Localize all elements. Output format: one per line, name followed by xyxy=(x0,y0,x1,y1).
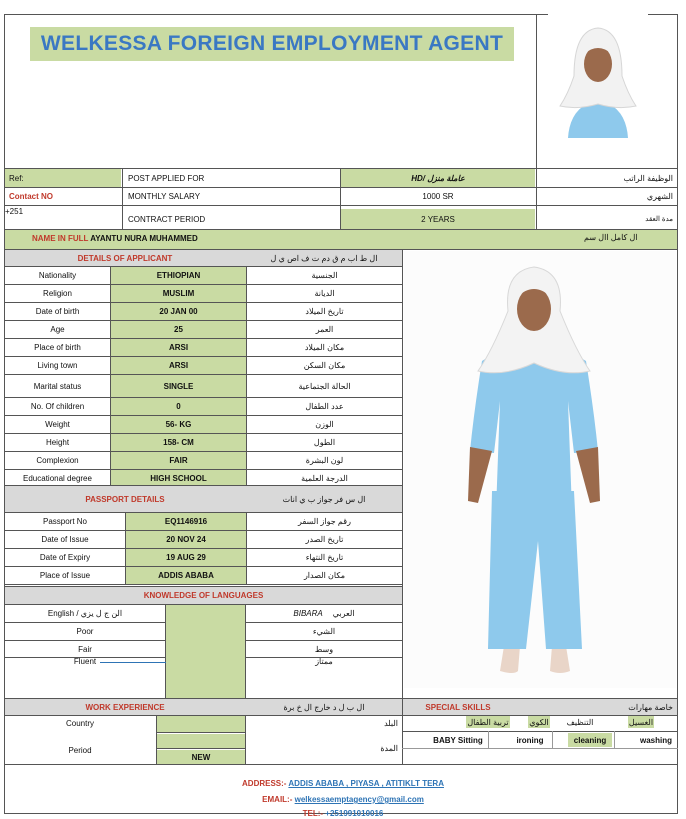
passport-row-value: EQ1146916 xyxy=(126,513,246,530)
applicant-heading: DETAILS OF APPLICANT xyxy=(77,253,173,263)
skills-heading: SPECIAL SKILLS xyxy=(425,702,491,712)
contact-value: +251 xyxy=(5,207,24,216)
passport-row-value: 19 AUG 29 xyxy=(126,549,246,566)
post-label: POST APPLIED FOR xyxy=(128,173,205,183)
skill-ar-ironing: الكوي xyxy=(529,717,549,727)
work-period-label: Period xyxy=(68,745,92,755)
arabic-label: العربي xyxy=(332,609,355,618)
languages-heading: KNOWLEDGE OF LANGUAGES xyxy=(143,591,264,600)
applicant-row-ar: الوزن xyxy=(315,420,334,429)
email-link[interactable]: welkessaemptagency@gmail.com xyxy=(294,795,424,804)
skill-cleaning: cleaning xyxy=(568,733,612,747)
language-check-column xyxy=(166,605,245,698)
language-level-fair-ar: وسط xyxy=(314,644,334,654)
contract-value: 2 YEARS xyxy=(341,209,535,229)
applicant-row-label: Living town xyxy=(37,361,78,370)
applicant-row-ar: الدرجة العلمية xyxy=(301,474,348,483)
passport-row-label: Date of Issue xyxy=(41,535,89,544)
passport-heading-ar: ال س فر جواز ب ي انات xyxy=(282,494,366,504)
applicant-row-value: 25 xyxy=(111,321,246,338)
applicant-row-value: ARSI xyxy=(111,357,246,374)
contract-label: CONTRACT PERIOD xyxy=(128,214,206,224)
language-level-fluent: Fluent xyxy=(73,657,97,666)
footer-email: EMAIL:- welkessaemptagency@gmail.com xyxy=(262,795,424,804)
skill-ar-babysitting: تربية الطفال xyxy=(467,717,509,727)
skill-ironing: ironing xyxy=(516,735,544,745)
applicant-row-value: 56- KG xyxy=(111,416,246,433)
language-level-fair: Fair xyxy=(78,644,92,654)
english-label: English / الن ج ل يزي xyxy=(47,609,123,618)
language-level-poor-ar: الشيء xyxy=(312,627,336,636)
applicant-row-value: HIGH SCHOOL xyxy=(111,470,246,487)
skill-ar-cleaning: التنظيف xyxy=(566,717,594,727)
applicant-row-label: Marital status xyxy=(33,381,82,391)
name-line: NAME IN FULL AYANTU NURA MUHAMMED xyxy=(32,234,198,243)
passport-heading: PASSPORT DETAILS xyxy=(85,494,165,504)
applicant-row-label: Nationality xyxy=(38,271,77,280)
applicant-row-label: Height xyxy=(45,438,70,447)
applicant-row-value: MUSLIM xyxy=(111,285,246,302)
applicant-row-ar: مكان السكن xyxy=(303,361,346,370)
applicant-row-ar: لون البشرة xyxy=(305,456,344,465)
passport-row-ar: تاريخ الصدر xyxy=(305,535,344,544)
applicant-row-label: Date of birth xyxy=(35,307,80,316)
name-ar: ال كامل اال سم xyxy=(584,233,638,242)
work-period-ar: المدة xyxy=(380,743,398,753)
contract-ar: مدة العقد xyxy=(645,216,673,223)
language-level-poor: Poor xyxy=(76,627,94,636)
applicant-heading-ar: ال ط اب م ق دم ت ف اص ي ل xyxy=(270,253,378,263)
agency-title: WELKESSA FOREIGN EMPLOYMENT AGENT xyxy=(30,27,514,61)
applicant-row-value: 20 JAN 00 xyxy=(111,303,246,320)
passport-row-ar: مكان الصدار xyxy=(303,571,346,580)
work-country-label: Country xyxy=(65,719,94,728)
footer-tel: TEL:- +251991010016 xyxy=(302,809,384,818)
applicant-row-ar: عدد الطفال xyxy=(305,402,344,411)
work-country-ar: البلد xyxy=(384,719,398,728)
ref-label: Ref: xyxy=(5,169,121,187)
applicant-row-value: 158- CM xyxy=(111,434,246,451)
footer-address: ADDRESS:- ADDIS ABABA , PIYASA , ATITIKLT TERA xyxy=(242,779,444,788)
language-level-fluent-ar: ممتاز xyxy=(315,657,333,666)
arabic-value: BIBARA xyxy=(293,609,323,618)
passport-row-ar: تاريخ النتهاء xyxy=(305,553,344,562)
passport-row-ar: رقم جواز السفر xyxy=(298,517,351,526)
skill-ar-washing: الغسيل xyxy=(628,717,654,727)
applicant-row-label: Place of birth xyxy=(34,343,81,352)
applicant-row-ar: الحالة الجتماعية xyxy=(298,381,351,391)
work-heading-ar: ال ب ل د خارج ال خ برة xyxy=(283,702,365,712)
applicant-row-label: Educational degree xyxy=(23,474,92,483)
salary-label: MONTHLY SALARY xyxy=(128,192,201,201)
passport-row-label: Passport No xyxy=(42,517,88,526)
skill-washing: washing xyxy=(639,735,672,745)
work-period-value xyxy=(157,734,245,748)
salary-ar: الشهري xyxy=(646,192,673,201)
applicant-row-ar: العمر xyxy=(315,325,334,334)
applicant-row-ar: مكان الميلاد xyxy=(304,343,345,352)
skills-heading-ar: خاصة مهارات xyxy=(628,702,673,712)
passport-row-value: 20 NOV 24 xyxy=(126,531,246,548)
applicant-row-ar: تاريخ الميلاد xyxy=(305,307,344,316)
applicant-row-value: SINGLE xyxy=(111,375,246,397)
work-country-value xyxy=(157,716,245,732)
passport-row-label: Date of Expiry xyxy=(39,553,91,562)
applicant-row-label: Age xyxy=(50,325,65,334)
applicant-row-label: Complexion xyxy=(36,456,79,465)
contact-label: Contact NO xyxy=(9,192,53,201)
applicant-row-label: Religion xyxy=(43,289,72,298)
applicant-row-value: ETHIOPIAN xyxy=(111,267,246,284)
applicant-row-value: FAIR xyxy=(111,452,246,469)
full-body-photo xyxy=(404,251,676,688)
applicant-row-ar: الديانة xyxy=(314,289,335,298)
skill-babysitting: BABY Sitting xyxy=(433,735,483,745)
work-heading: WORK EXPERIENCE xyxy=(85,702,165,712)
applicant-row-label: Weight xyxy=(45,420,70,429)
post-value: HD/ عاملة منزل xyxy=(341,169,535,187)
arabic-language xyxy=(246,605,402,622)
salary-value: 1000 SR xyxy=(422,192,454,201)
applicant-row-value: ARSI xyxy=(111,339,246,356)
applicant-row-label: No. Of children xyxy=(30,402,85,411)
passport-row-value: ADDIS ABABA xyxy=(126,567,246,584)
post-ar: الوظيفة الراتب xyxy=(623,173,673,183)
work-value: NEW xyxy=(157,750,245,764)
applicant-row-ar: الطول xyxy=(313,438,336,447)
applicant-row-ar: الجنسية xyxy=(311,271,338,280)
portrait-photo xyxy=(548,14,648,138)
passport-row-label: Place of Issue xyxy=(39,571,91,580)
applicant-row-value: 0 xyxy=(111,398,246,415)
